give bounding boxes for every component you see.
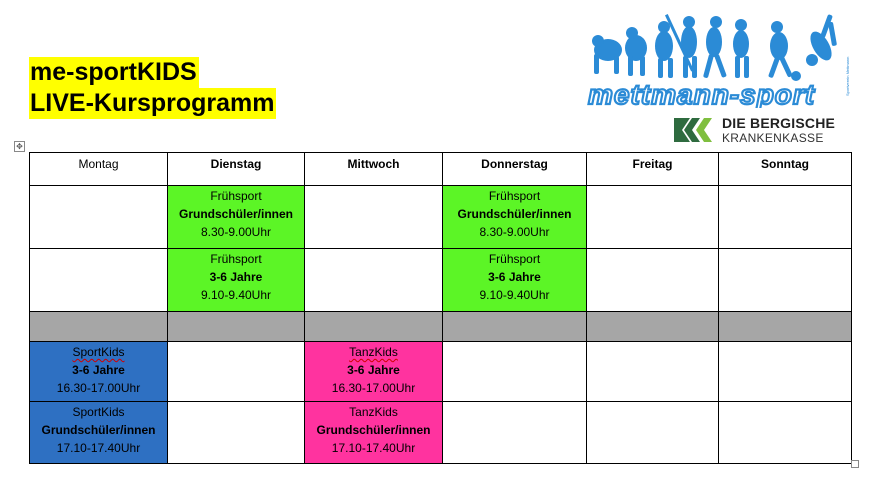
course-name: SportKids: [72, 405, 125, 419]
empty-cell: [719, 249, 852, 312]
title-line-2: LIVE-Kursprogramm: [30, 89, 275, 117]
page-title: [29, 57, 276, 119]
empty-cell: [30, 249, 168, 312]
gray-cell: [305, 312, 443, 342]
course-time: 16.30-17.00Uhr: [331, 381, 416, 395]
table-resize-handle-icon[interactable]: [851, 460, 859, 468]
course-time: 16.30-17.00Uhr: [56, 381, 141, 395]
empty-cell: [587, 342, 719, 402]
bkk-mark-icon: [672, 116, 718, 144]
course-cell-tanzkids: [305, 402, 443, 464]
gray-cell: [719, 312, 852, 342]
empty-cell: [587, 249, 719, 312]
empty-cell: [719, 402, 852, 464]
empty-cell: [168, 402, 305, 464]
gray-cell: [30, 312, 168, 342]
mettmann-sport-wordmark: mettmann-sport: [588, 79, 816, 108]
table-move-handle-icon[interactable]: ✥: [14, 141, 25, 152]
mettmann-sport-vertical-text: Sportverein Mettmann: [845, 56, 850, 96]
day-header-mittwoch: Mittwoch: [305, 153, 443, 186]
course-group: Grundschüler/innen: [316, 423, 431, 437]
course-cell-fruehsport: [443, 249, 587, 312]
day-header-donnerstag: Donnerstag: [443, 153, 587, 186]
course-group: 3-6 Jahre: [72, 363, 125, 377]
empty-cell: [168, 342, 305, 402]
evolution-silhouettes-icon: [586, 8, 854, 108]
bkk-name-line-1: DIE BERGISCHE: [722, 115, 836, 131]
course-cell-fruehsport: [168, 249, 305, 312]
table-row: [30, 249, 852, 312]
course-time: 17.10-17.40Uhr: [56, 441, 141, 455]
day-header-freitag: Freitag: [587, 153, 719, 186]
course-group: 3-6 Jahre: [488, 270, 541, 284]
gray-cell: [587, 312, 719, 342]
course-name: TanzKids: [349, 345, 398, 359]
course-cell-fruehsport: [168, 186, 305, 249]
course-time: 8.30-9.00Uhr: [479, 225, 550, 239]
empty-cell: [443, 402, 587, 464]
table-row: [30, 402, 852, 464]
table-header-row: [30, 153, 852, 186]
course-cell-sportkids: [30, 402, 168, 464]
course-name: SportKids: [72, 345, 125, 359]
gray-cell: [443, 312, 587, 342]
course-time: 9.10-9.40Uhr: [479, 288, 550, 302]
empty-cell: [305, 186, 443, 249]
course-schedule-table: [29, 152, 852, 464]
empty-cell: [305, 249, 443, 312]
separator-row: [30, 312, 852, 342]
day-header-sonntag: Sonntag: [719, 153, 852, 186]
mettmann-sport-logo: [586, 8, 854, 108]
course-time: 17.10-17.40Uhr: [331, 441, 416, 455]
course-group: Grundschüler/innen: [41, 423, 156, 437]
course-name: Frühsport: [488, 252, 541, 266]
empty-cell: [587, 186, 719, 249]
course-group: Grundschüler/innen: [178, 207, 293, 221]
course-group: 3-6 Jahre: [209, 270, 263, 284]
course-name: Frühsport: [488, 189, 541, 203]
empty-cell: [30, 186, 168, 249]
empty-cell: [719, 342, 852, 402]
table-row: [30, 342, 852, 402]
course-cell-fruehsport: [443, 186, 587, 249]
course-name: Frühsport: [210, 189, 262, 203]
title-line-1: me-sportKIDS: [30, 58, 197, 86]
course-time: 9.10-9.40Uhr: [200, 288, 272, 302]
bkk-logo: [672, 114, 848, 146]
course-name: TanzKids: [349, 405, 398, 419]
empty-cell: [587, 402, 719, 464]
course-name: Frühsport: [210, 252, 262, 266]
empty-cell: [443, 342, 587, 402]
day-header-montag: Montag: [30, 153, 168, 186]
bkk-name-line-2: KRANKENKASSE: [722, 131, 824, 145]
course-cell-tanzkids: [305, 342, 443, 402]
course-group: 3-6 Jahre: [347, 363, 400, 377]
gray-cell: [168, 312, 305, 342]
course-cell-sportkids: [30, 342, 168, 402]
empty-cell: [719, 186, 852, 249]
table-row: [30, 186, 852, 249]
course-time: 8.30-9.00Uhr: [200, 225, 272, 239]
course-group: Grundschüler/innen: [457, 207, 572, 221]
day-header-dienstag: Dienstag: [168, 153, 305, 186]
